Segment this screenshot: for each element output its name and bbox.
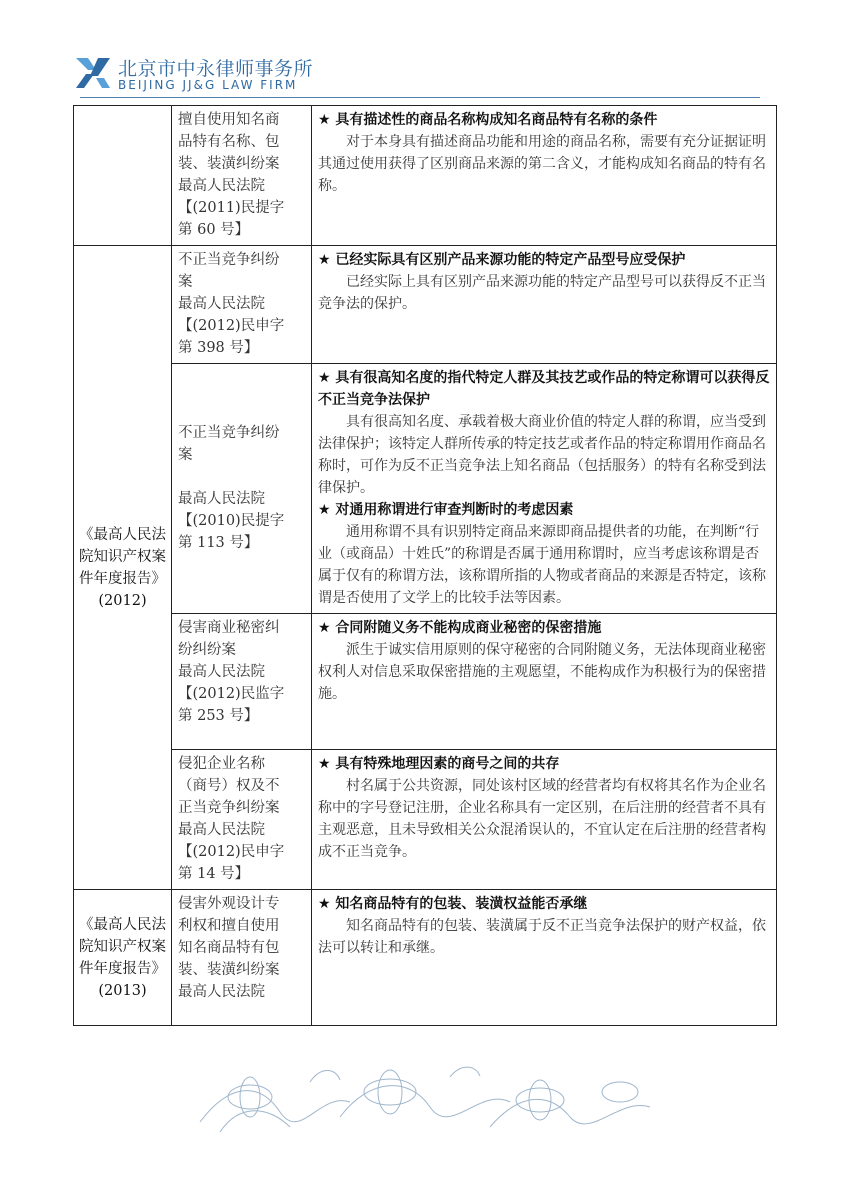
case-line: 知名商品特有包 [178,940,280,956]
case-cell [172,364,312,614]
rule-body: 村名属于公共资源，同处该村区域的经营者均有权将其名作为企业名称中的字号登记注册，企业名称具有一定区别，在后注册的经营者不具有主观恶意，且未导致相关公众混淆误认的，不宜认定在后注册的经营者构成不正当竞争。 [318,778,766,860]
source-cell [74,106,172,246]
case-line: （商号）权及不 [178,778,280,794]
case-line: 侵害商业秘密纠 [178,620,280,636]
case-line: 擅自使用知名商 [178,112,280,128]
case-line: 最高人民法院 [178,984,265,1000]
case-line: 装、装潢纠纷案 [178,156,280,172]
rule-title: ★ 具有描述性的商品名称构成知名商品特有名称的条件 [318,112,658,128]
rule-title: ★ 具有很高知名度的指代特定人群及其技艺或作品的特定称谓可以获得反不正当竞争法保护 [318,370,770,408]
case-line: 装、装潢纠纷案 [178,962,280,978]
rule-body: 通用称谓不具有识别特定商品来源即商品提供者的功能，在判断“行业（或商品）十姓氏”的称谓是否属于通用称谓时，应当考虑该称谓是否属于仅有的称谓方法，该称谓所指的人物或者商品的来源是否特定，该称谓是否使用了文学上的比较手法等因素。 [318,524,766,606]
case-cell [172,246,312,364]
firm-name-cn: 北京市中永律师事务所 [118,58,314,80]
case-line: 【(2010)民提字 [178,513,285,529]
case-line: 第 253 号】 [178,708,259,724]
table-row [74,246,777,364]
case-line [178,466,307,488]
rule-body: 已经实际上具有区别产品来源功能的特定产品型号可以获得反不正当竞争法的保护。 [318,274,766,312]
rule-cell [312,750,777,890]
rule-title: ★ 合同附随义务不能构成商业秘密的保密措施 [318,620,602,636]
case-line: 品特有名称、包 [178,134,280,150]
case-line: 最高人民法院 [178,491,265,507]
rule-cell [312,106,777,246]
header-divider [80,97,760,98]
case-cell [172,106,312,246]
source-cell: 《最高人民法院知识产权案件年度报告》(2013) [74,890,172,1026]
case-line: 第 60 号】 [178,222,250,238]
rule-title: ★ 知名商品特有的包装、装潢权益能否承继 [318,896,588,912]
firm-name-en: BEIJING JJ&G LAW FIRM [118,78,298,92]
table-row [74,106,777,246]
rule-cell [312,246,777,364]
case-line: 利权和擅自使用 [178,918,280,934]
case-line: 第 14 号】 [178,866,250,882]
case-line: 不正当竞争纠纷 [178,252,280,268]
letterhead [76,52,776,102]
rule-title: ★ 对通用称谓进行审查判断时的考虑因素 [318,502,574,518]
case-line: 最高人民法院 [178,178,265,194]
case-line: 案 [178,447,193,463]
case-line: 【(2012)民监字 [178,686,285,702]
case-cell [172,614,312,750]
floral-footer-decoration-icon [190,1062,660,1140]
case-line: 纷纠纷案 [178,642,236,658]
rule-body: 知名商品特有的包装、装潢属于反不正当竞争法保护的财产权益，依法可以转让和承继。 [318,918,766,956]
table-row [74,890,777,1026]
case-line: 正当竞争纠纷案 [178,800,280,816]
rule-cell [312,890,777,1026]
case-line: 侵害外观设计专 [178,896,280,912]
case-line: 第 398 号】 [178,340,259,356]
table-row [74,614,777,750]
case-line: 侵犯企业名称 [178,756,265,772]
rule-cell [312,614,777,750]
source-cell: 《最高人民法院知识产权案件年度报告》(2012) [74,246,172,890]
case-cell [172,750,312,890]
rule-title: ★ 具有特殊地理因素的商号之间的共存 [318,756,560,772]
case-line: 案 [178,274,193,290]
case-line: 【(2011)民提字 [178,200,285,216]
case-line: 第 113 号】 [178,535,259,551]
rule-cell [312,364,777,614]
case-cell [172,890,312,1026]
rule-body: 对于本身具有描述商品功能和用途的商品名称，需要有充分证据证明其通过使用获得了区别商品来源的第二含义，才能构成知名商品的特有名称。 [318,134,766,194]
case-line: 不正当竞争纠纷 [178,425,280,441]
case-table [73,105,776,1026]
rule-body: 派生于诚实信用原则的保守秘密的合同附随义务，无法体现商业秘密权利人对信息采取保密措施的主观愿望，不能构成作为积极行为的保密措施。 [318,642,766,702]
case-line: 最高人民法院 [178,664,265,680]
case-line: 【(2012)民申字 [178,318,285,334]
rule-title: ★ 已经实际具有区别产品来源功能的特定产品型号应受保护 [318,252,686,268]
case-line: 最高人民法院 [178,296,265,312]
case-line: 【(2012)民申字 [178,844,285,860]
rule-body: 具有很高知名度、承载着极大商业价值的特定人群的称谓，应当受到法律保护；该特定人群所传承的特定技艺或者作品的特定称谓用作商品名称时，可作为反不正当竞争法上知名商品（包括服务）的特有名称受到法律保护。 [318,414,766,496]
case-line: 最高人民法院 [178,822,265,838]
table-row [74,364,777,614]
table-row [74,750,777,890]
firm-logo-icon [76,56,110,90]
